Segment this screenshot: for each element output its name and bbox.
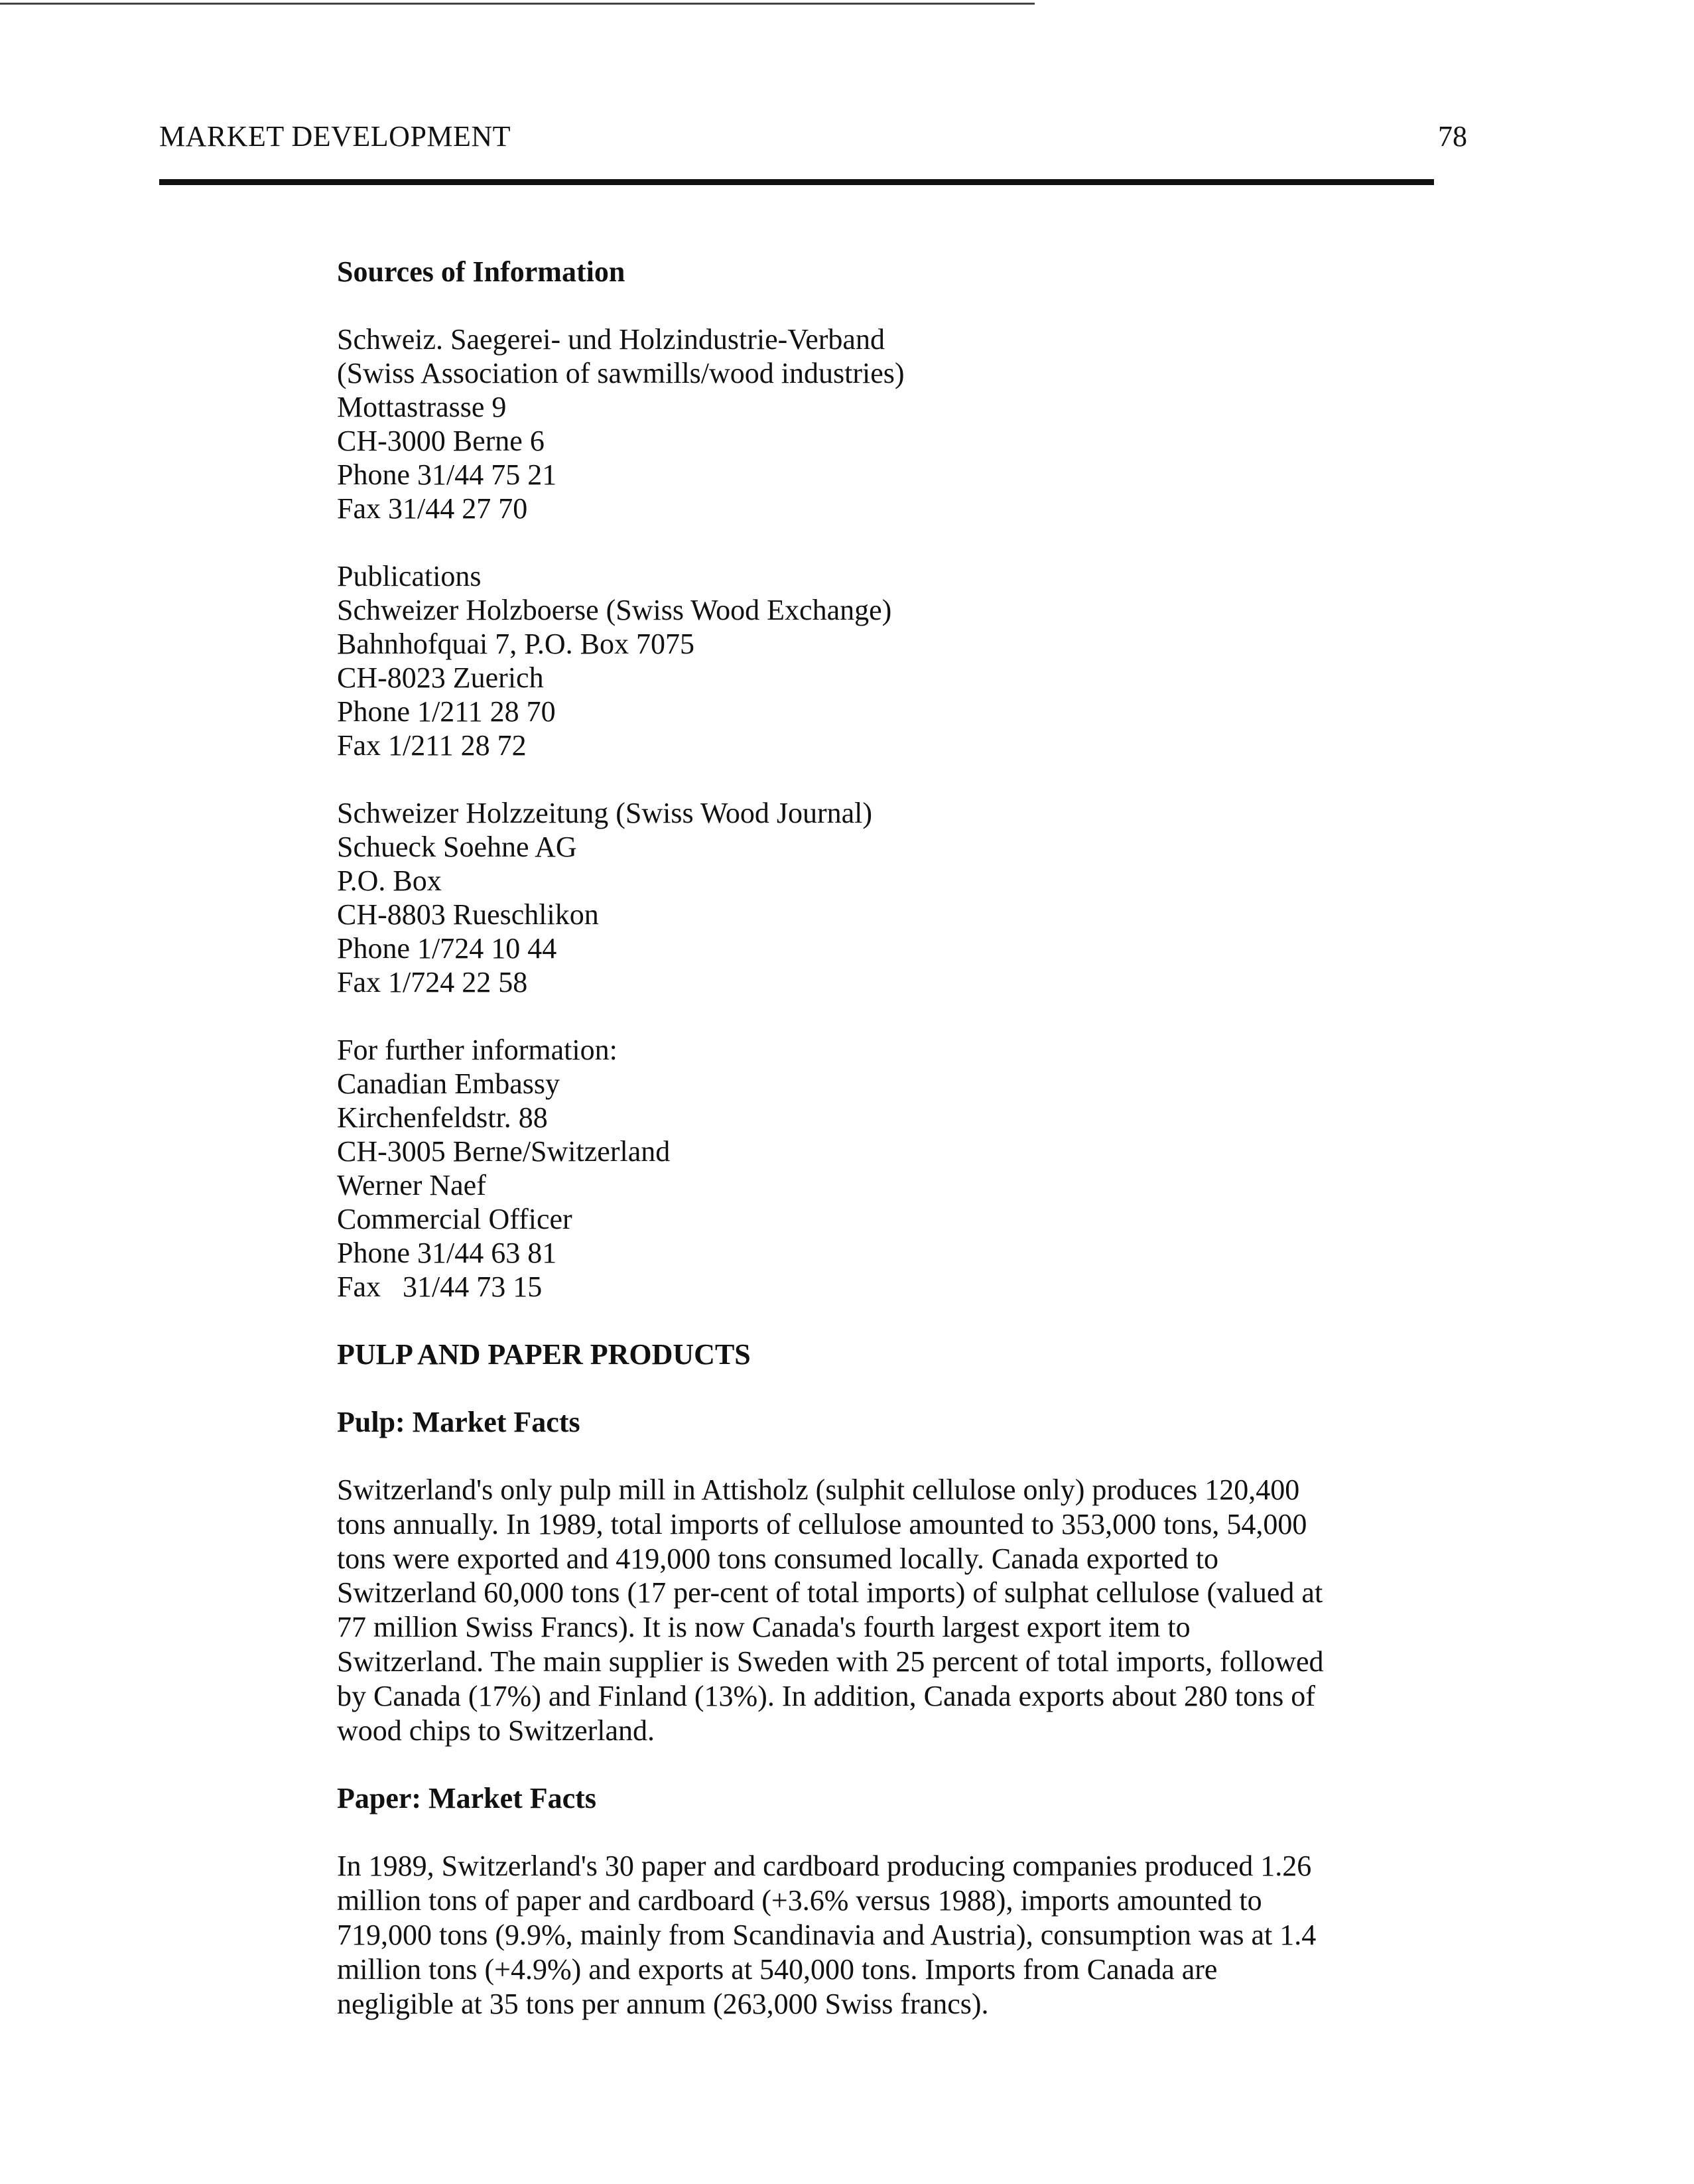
paragraph-line: Switzerland. The main supplier is Sweden with 25 percent of total imports, followed	[337, 1645, 1324, 1678]
paragraph-line: 77 million Swiss Francs). It is now Canada's fourth largest export item to	[337, 1611, 1191, 1644]
contact-name: Werner Naef	[337, 1169, 486, 1201]
paragraph-line: 719,000 tons (9.9%, mainly from Scandinavia and Austria), consumption was at 1.4	[337, 1918, 1317, 1951]
address-line: Kirchenfeldstr. 88	[337, 1101, 548, 1134]
scan-edge-line	[0, 3, 1035, 5]
header-rule	[159, 179, 1434, 185]
phone-line: Phone 1/211 28 70	[337, 695, 556, 728]
paragraph-line: Switzerland 60,000 tons (17 per-cent of total imports) of sulphat cellulose (valued at	[337, 1576, 1323, 1609]
contact-title: Commercial Officer	[337, 1203, 572, 1235]
address-line: CH-8023 Zuerich	[337, 661, 544, 694]
address-line: (Swiss Association of sawmills/wood industries)	[337, 357, 905, 389]
page-number: 78	[1438, 120, 1467, 153]
paragraph-line: wood chips to Switzerland.	[337, 1714, 655, 1747]
address-line: CH-8803 Rueschlikon	[337, 898, 599, 931]
subheading-pulp: Pulp: Market Facts	[337, 1406, 580, 1438]
address-block-embassy	[337, 1033, 1491, 1304]
paragraph-line: Switzerland's only pulp mill in Attisholz (sulphit cellulose only) produces 120,400	[337, 1473, 1300, 1506]
paragraph-line: In 1989, Switzerland's 30 paper and cardboard producing companies produced 1.26	[337, 1850, 1312, 1883]
address-block-wood-exchange	[337, 559, 1491, 762]
address-line: Schueck Soehne AG	[337, 831, 577, 863]
paper-paragraph	[337, 1849, 1491, 2021]
pulp-paragraph	[337, 1473, 1491, 1747]
subheading-paper: Paper: Market Facts	[337, 1782, 596, 1815]
address-block-wood-journal	[337, 796, 1491, 999]
section-heading-pulp-paper: PULP AND PAPER PRODUCTS	[337, 1338, 751, 1371]
paragraph-line: million tons of paper and cardboard (+3.6% versus 1988), imports amounted to	[337, 1884, 1262, 1917]
address-line: Mottastrasse 9	[337, 391, 507, 423]
address-line: P.O. Box	[337, 864, 442, 897]
address-line: Canadian Embassy	[337, 1067, 560, 1100]
address-line: For further information:	[337, 1034, 618, 1066]
paragraph-line: tons annually. In 1989, total imports of cellulose amounted to 353,000 tons, 54,000	[337, 1507, 1307, 1540]
paragraph-line: tons were exported and 419,000 tons consumed locally. Canada exported to	[337, 1542, 1219, 1575]
phone-line: Phone 31/44 75 21	[337, 458, 557, 491]
address-block-association	[337, 322, 1491, 525]
address-line: CH-3000 Berne 6	[337, 425, 545, 457]
page-body	[337, 255, 1491, 2021]
paragraph-line: negligible at 35 tons per annum (263,000 Swiss francs).	[337, 1987, 989, 2020]
phone-line: Phone 1/724 10 44	[337, 932, 557, 965]
address-line: CH-3005 Berne/Switzerland	[337, 1135, 671, 1168]
address-line: Schweiz. Saegerei- und Holzindustrie-Verband	[337, 323, 885, 356]
address-line: Schweizer Holzzeitung (Swiss Wood Journal)	[337, 797, 873, 829]
fax-line: Fax 1/724 22 58	[337, 966, 528, 998]
fax-line: Fax 31/44 73 15	[337, 1270, 543, 1303]
phone-line: Phone 31/44 63 81	[337, 1237, 557, 1269]
paragraph-line: million tons (+4.9%) and exports at 540,000 tons. Imports from Canada are	[337, 1952, 1218, 1986]
page-header-title: MARKET DEVELOPMENT	[159, 120, 511, 153]
sources-heading: Sources of Information	[337, 255, 625, 288]
fax-line: Fax 1/211 28 72	[337, 729, 527, 762]
address-line: Publications	[337, 560, 482, 592]
fax-line: Fax 31/44 27 70	[337, 492, 528, 525]
address-line: Schweizer Holzboerse (Swiss Wood Exchange)	[337, 594, 892, 626]
address-line: Bahnhofquai 7, P.O. Box 7075	[337, 628, 694, 660]
paragraph-line: by Canada (17%) and Finland (13%). In addition, Canada exports about 280 tons of	[337, 1679, 1315, 1712]
